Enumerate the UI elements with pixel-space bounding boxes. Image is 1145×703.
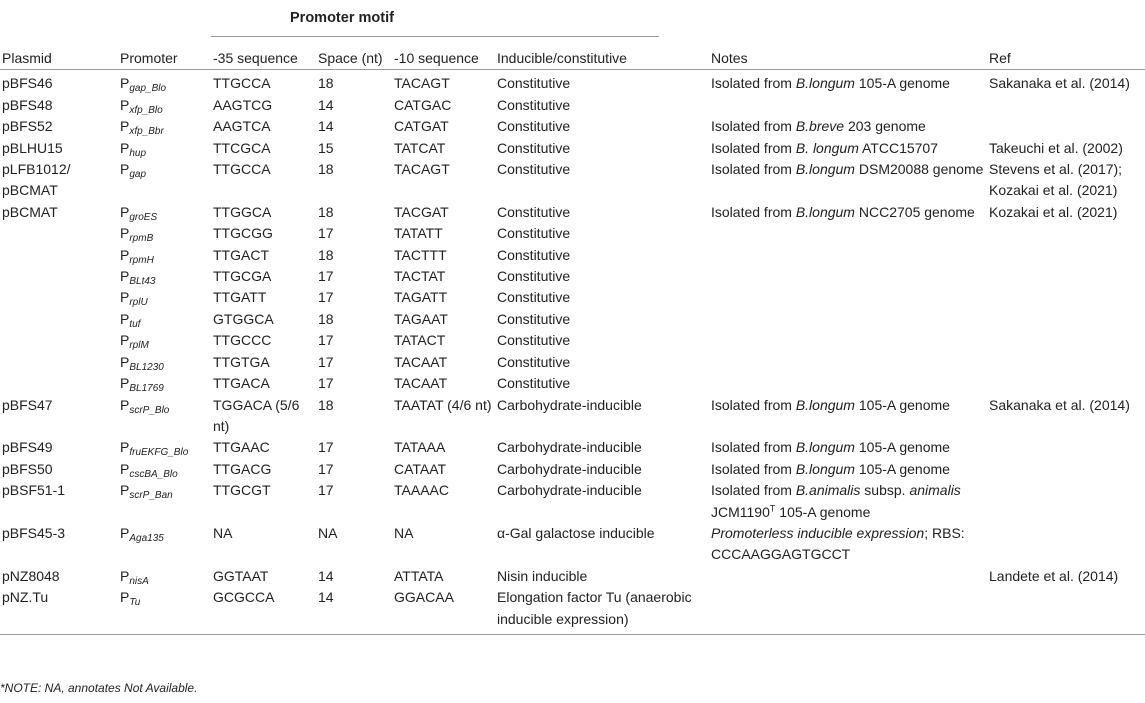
minus10-cell: TACGAT [394,203,449,220]
minus10-cell: TATAAA [394,439,446,456]
ref-cell: Stevens et al. (2017); Kozakai et al. (2021) [989,161,1123,199]
space-cell: 17 [318,460,334,477]
space-cell: 18 [318,246,334,263]
space-cell: 17 [318,482,334,499]
ref-cell: Sakanaka et al. (2014) [989,396,1130,413]
minus10-cell: CATGAC [394,96,452,113]
space-cell: 17 [318,225,334,242]
plasmid-cell: pNZ.Tu [2,589,49,606]
minus10-cell: TAAAAC [394,482,449,499]
promoter-subscript: scrP_Blo [129,404,170,416]
header-minus35: -35 sequence [213,50,298,66]
inducible-cell: Constitutive [497,268,571,285]
table-row [0,480,1145,523]
ref-cell: Kozakai et al. (2021) [989,203,1118,220]
minus35-cell: TTGAAC [213,439,270,456]
ref-cell [987,287,1145,308]
notes-part: 203 genome [844,118,926,135]
space-cell: 14 [318,118,334,135]
minus35-cell: TTGACT [213,246,269,263]
promoter-cell [118,245,211,266]
space-cell: 14 [318,567,334,584]
table-row [0,330,1145,351]
minus10-cell: TATATT [394,225,443,242]
minus10-cell: TACAGT [394,75,450,92]
ref-cell [987,459,1145,480]
table-row [0,395,1145,438]
promoter-cell [118,437,211,458]
ref-cell [987,95,1145,116]
promoter-letter: P [120,225,130,242]
notes-cell [709,566,987,587]
minus35-cell: TTGATT [213,289,267,306]
notes-part: Isolated from [711,439,796,456]
space-cell: 17 [318,268,334,285]
minus35-cell: TTGCGA [213,268,272,285]
promoter-cell [118,202,211,223]
plasmid-cell [0,330,118,351]
promoter-letter: P [120,482,130,499]
header-notes: Notes [711,50,748,66]
promoter-subscript: rpmB [129,233,154,245]
plasmid-cell: pBLHU15 [2,139,63,156]
notes-part: Isolated from [711,139,796,156]
ref-cell: Takeuchi et al. (2002) [989,139,1123,156]
notes-part: Isolated from [711,460,796,477]
notes-cell [709,159,987,202]
table-row [0,70,1145,95]
inducible-cell: Elongation factor Tu (anaerobic inducible expression) [497,589,692,627]
promoter-motif-rule [211,36,659,37]
notes-part: Isolated from [711,482,796,499]
minus10-cell: TAGAAT [394,310,448,327]
inducible-cell: Carbohydrate-inducible [497,396,642,413]
plasmid-cell [0,245,118,266]
notes-cell [709,437,987,458]
ref-cell [987,480,1145,523]
notes-part: ; [924,524,929,541]
header-minus10: -10 sequence [394,50,479,66]
promoter-cell [118,373,211,394]
promoter-letter: P [120,524,130,541]
inducible-cell: α-Gal galactose inducible [497,524,655,541]
table-row [0,202,1145,223]
promoter-subscript: tuf [129,318,141,330]
promoter-letter: P [120,310,130,327]
minus10-cell: NA [394,524,414,541]
inducible-cell: Constitutive [497,203,571,220]
table-row [0,245,1145,266]
notes-cell [709,245,987,266]
notes-part: Isolated from [711,396,796,413]
promoter-cell [118,566,211,587]
promoter-subscript: gap [129,169,147,181]
inducible-cell: Nisin inducible [497,567,588,584]
notes-part: B.longum [795,396,855,413]
notes-part: B.longum [795,203,855,220]
promoter-cell [118,480,211,523]
promoter-subscript: BL1769 [129,383,164,395]
space-cell: 18 [318,161,334,178]
promoter-cell [118,309,211,330]
promoter-letter: P [120,96,130,113]
promoter-subscript: Tu [129,597,141,609]
promoter-subscript: nisA [129,575,149,587]
promoter-motif-title: Promoter motif [290,10,394,26]
header-promoter: Promoter [120,50,178,66]
promoter-subscript: hup [129,147,147,159]
promoter-subscript: fruEKFG_Blo [129,447,189,459]
plasmid-cell [0,287,118,308]
table-row [0,95,1145,116]
table-row [0,287,1145,308]
table-row [0,159,1145,202]
plasmid-cell: pBFS50 [2,460,53,477]
minus10-cell: TACTAT [394,268,446,285]
notes-part: B.longum [795,161,855,178]
plasmid-cell: pLFB1012/ pBCMAT [2,161,71,199]
notes-cell [709,223,987,244]
space-cell: 17 [318,375,334,392]
promoter-cell [118,116,211,137]
promoter-letter: P [120,118,130,135]
promoter-cell [118,266,211,287]
notes-part: ATCC15707 [858,139,938,156]
promoter-subscript: cscBA_Blo [129,468,178,480]
promoter-letter: P [120,75,130,92]
minus35-cell: TTGCCA [213,161,271,178]
notes-cell [709,287,987,308]
notes-part: JCM1190 [711,503,770,520]
promoter-letter: P [120,375,130,392]
notes-cell [709,523,987,566]
inducible-cell: Constitutive [497,375,571,392]
minus35-cell: TTGTGA [213,353,270,370]
promoter-cell [118,138,211,159]
plasmid-cell: pBFS46 [2,75,53,92]
minus10-cell: CATAAT [394,460,447,477]
notes-cell [709,95,987,116]
header-space: Space (nt) [318,50,383,66]
table-row [0,223,1145,244]
minus35-cell: GTGGCA [213,310,274,327]
inducible-cell: Constitutive [497,75,571,92]
notes-cell [709,309,987,330]
promoter-cell [118,330,211,351]
inducible-cell: Carbohydrate-inducible [497,460,642,477]
promoter-letter: P [120,268,130,285]
minus10-cell: TATCAT [394,139,446,156]
promoter-letter: P [120,396,130,413]
notes-cell [709,266,987,287]
inducible-cell: Constitutive [497,96,571,113]
minus10-cell: CATGAT [394,118,449,135]
promoter-letter: P [120,589,130,606]
notes-part: animalis [909,482,961,499]
notes-part: RBS: CCCAAGGAGTGCCT [711,524,965,563]
ref-cell [987,437,1145,458]
table-row [0,373,1145,394]
promoter-cell [118,70,211,95]
promoter-subscript: groES [129,211,158,223]
ref-cell [987,309,1145,330]
promoter-subscript: BLt43 [129,276,156,288]
table-header-row [0,44,1145,70]
inducible-cell: Constitutive [497,139,571,156]
promoter-letter: P [120,246,130,263]
plasmid-cell: pBFS52 [2,118,53,135]
notes-part: B. longum [795,139,859,156]
space-cell: 15 [318,139,334,156]
table-row [0,587,1145,634]
space-cell: 18 [318,396,334,413]
minus10-cell: TATACT [394,332,446,349]
minus35-cell: TTGCCA [213,75,271,92]
notes-part: 105-A genome [854,439,950,456]
minus35-cell: TTGACA [213,375,270,392]
plasmid-cell [0,373,118,394]
promoter-letter: P [120,289,130,306]
plasmid-cell [0,352,118,373]
table-row [0,352,1145,373]
inducible-cell: Constitutive [497,246,571,263]
inducible-cell: Constitutive [497,289,571,306]
plasmid-cell [0,309,118,330]
promoter-cell [118,352,211,373]
promoter-letter: P [120,161,130,178]
minus35-cell: TTGCGG [213,225,273,242]
notes-cell [709,70,987,95]
notes-part: T [769,502,776,513]
minus35-cell: NA [213,524,233,541]
footnote: *NOTE: NA, annotates Not Available. [0,681,198,695]
space-cell: 18 [318,310,334,327]
promoter-cell [118,395,211,438]
promoter-letter: P [120,353,130,370]
plasmid-cell: pBSF51-1 [2,482,66,499]
promoter-cell [118,223,211,244]
notes-part: B.longum [795,439,855,456]
notes-part: Isolated from [711,75,796,92]
ref-cell: Landete et al. (2014) [989,567,1119,584]
minus35-cell: TTGGCA [213,203,272,220]
header-inducible: Inducible/constitutive [497,50,627,66]
minus10-cell: TACAAT [394,375,448,392]
ref-cell [987,245,1145,266]
inducible-cell: Constitutive [497,118,571,135]
plasmid-cell: pBCMAT [2,203,58,220]
minus10-cell: TAGATT [394,289,448,306]
notes-cell [709,373,987,394]
plasmid-cell [0,223,118,244]
inducible-cell: Constitutive [497,161,571,178]
promoter-subscript: xfp_Blo [129,104,163,116]
notes-part: B.longum [795,75,855,92]
notes-part: B.breve [795,118,845,135]
header-ref: Ref [989,50,1011,66]
table-row [0,437,1145,458]
promoter-cell [118,95,211,116]
table-row [0,266,1145,287]
promoter-cell [118,587,211,634]
notes-cell [709,116,987,137]
ref-cell [987,330,1145,351]
minus10-cell: TACTTT [394,246,447,263]
notes-part: subsp. [860,482,910,499]
minus35-cell: AAGTCG [213,96,273,113]
ref-cell [987,223,1145,244]
table-row [0,523,1145,566]
notes-cell [709,459,987,480]
notes-part: Isolated from [711,203,796,220]
promoter-subscript: BL1230 [129,361,164,373]
notes-part: 105-A genome [854,75,950,92]
table-row [0,138,1145,159]
promoter-subscript: rpmH [129,254,154,266]
promoter-cell [118,287,211,308]
ref-cell [987,373,1145,394]
notes-part: 105-A genome [854,460,950,477]
inducible-cell: Carbohydrate-inducible [497,439,642,456]
plasmid-cell: pBFS48 [2,96,53,113]
notes-cell [709,395,987,438]
minus10-cell: GGACAA [394,589,454,606]
header-plasmid: Plasmid [2,50,52,66]
plasmid-cell: pBFS45-3 [2,524,66,541]
notes-part: NCC2705 genome [854,203,975,220]
inducible-cell: Carbohydrate-inducible [497,482,642,499]
notes-cell [709,352,987,373]
notes-part: 105-A genome [854,396,950,413]
notes-cell [709,330,987,351]
inducible-cell: Constitutive [497,353,571,370]
table-row [0,309,1145,330]
space-cell: 17 [318,439,334,456]
minus10-cell: TAATAT (4/6 nt) [394,396,492,413]
inducible-cell: Constitutive [497,310,571,327]
plasmid-cell: pBFS49 [2,439,53,456]
promoter-subscript: Aga135 [129,532,164,544]
notes-part: 105-A genome [775,503,871,520]
space-cell: 17 [318,332,334,349]
minus35-cell: AAGTCA [213,118,271,135]
ref-cell [987,352,1145,373]
inducible-cell: Constitutive [497,225,571,242]
notes-part: B.longum [795,460,855,477]
ref-cell [987,523,1145,566]
promoter-cell [118,523,211,566]
promoter-letter: P [120,567,130,584]
space-cell: NA [318,524,338,541]
inducible-cell: Constitutive [497,332,571,349]
promoter-letter: P [120,460,130,477]
plasmid-cell: pBFS47 [2,396,53,413]
table-row [0,459,1145,480]
notes-part: Isolated from [711,118,796,135]
promoter-subscript: xfp_Bbr [129,126,164,138]
space-cell: 18 [318,203,334,220]
promoter-motif-header [0,0,1145,36]
minus35-cell: TTCGCA [213,139,271,156]
minus35-cell: GGTAAT [213,567,269,584]
minus10-cell: ATTATA [394,567,444,584]
plasmid-cell: pNZ8048 [2,567,60,584]
promoter-letter: P [120,139,130,156]
promoter-subscript: rplU [129,297,148,309]
notes-cell [709,138,987,159]
minus10-cell: TACAGT [394,161,450,178]
minus35-cell: TTGCGT [213,482,271,499]
ref-cell [987,116,1145,137]
minus10-cell: TACAAT [394,353,448,370]
notes-part: Isolated from [711,161,796,178]
space-cell: 17 [318,353,334,370]
ref-cell [987,266,1145,287]
notes-part: B.animalis [795,482,861,499]
minus35-cell: TGGACA (5/6 nt) [213,396,300,434]
space-cell: 14 [318,96,334,113]
promoter-letter: P [120,439,130,456]
notes-cell [709,587,987,634]
plasmid-cell [0,266,118,287]
ref-cell [987,587,1145,634]
promoter-cell [118,159,211,202]
space-cell: 18 [318,75,334,92]
promoter-table [0,44,1145,635]
minus35-cell: GCGCCA [213,589,275,606]
minus35-cell: TTGACG [213,460,272,477]
table-row [0,566,1145,587]
notes-part: Promoterless inducible expression [711,524,925,541]
promoter-subscript: rplM [129,340,149,352]
notes-part: DSM20088 genome [854,161,984,178]
space-cell: 14 [318,589,334,606]
notes-cell [709,202,987,223]
promoter-letter: P [120,203,130,220]
promoter-letter: P [120,332,130,349]
space-cell: 17 [318,289,334,306]
promoter-subscript: scrP_Ban [129,490,173,502]
notes-cell [709,480,987,523]
promoter-cell [118,459,211,480]
ref-cell: Sakanaka et al. (2014) [989,75,1130,92]
promoter-subscript: gap_Blo [129,83,167,95]
minus35-cell: TTGCCC [213,332,272,349]
table-row [0,116,1145,137]
